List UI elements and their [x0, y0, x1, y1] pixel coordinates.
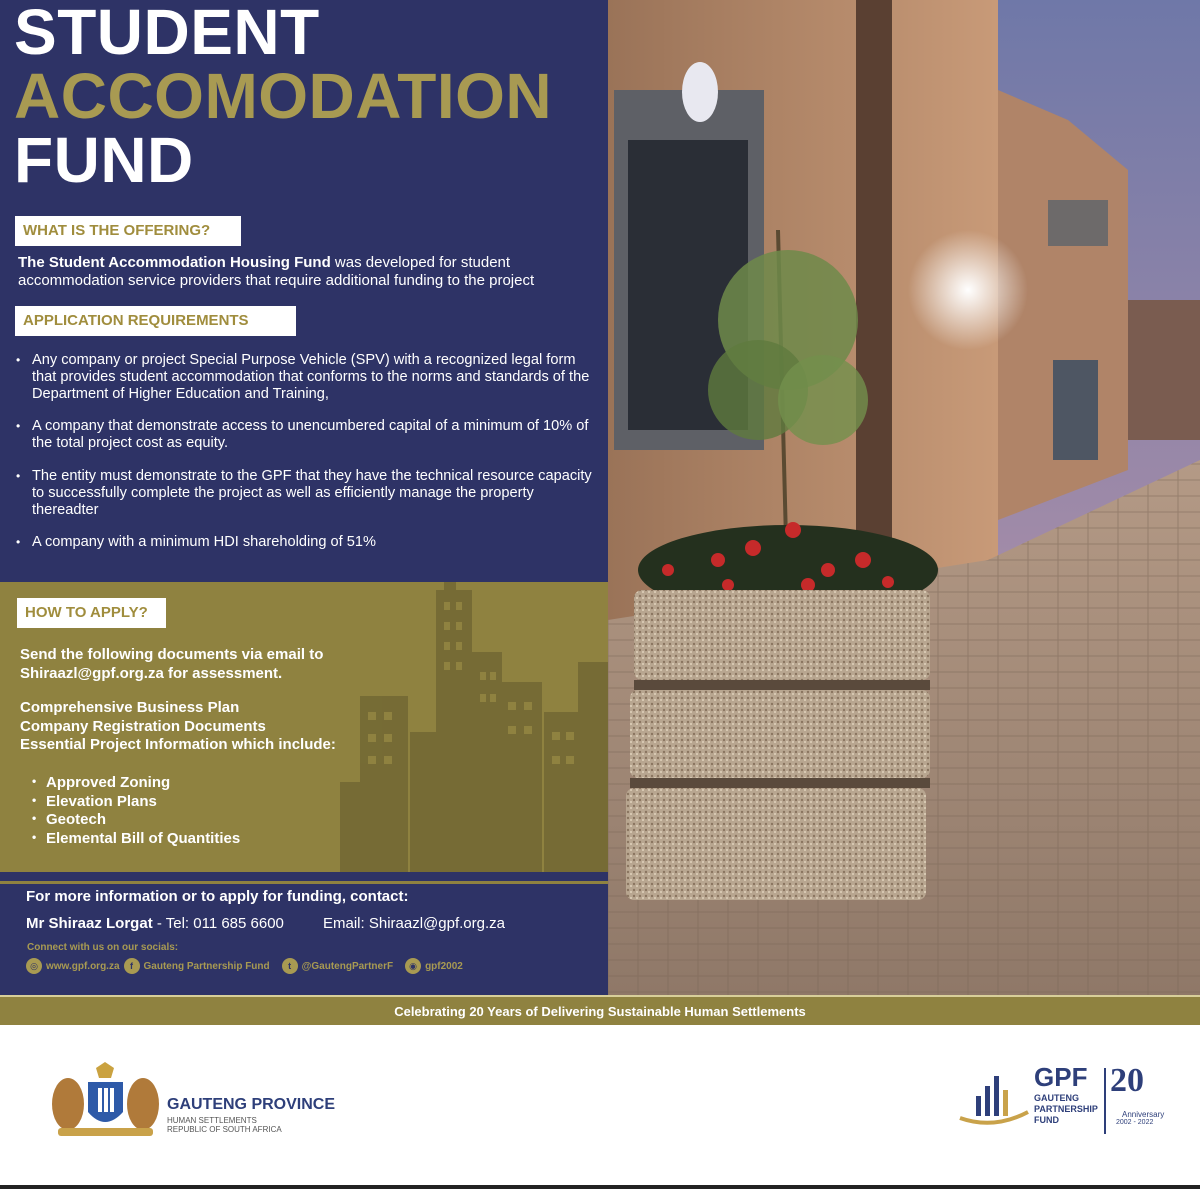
gauteng-sub2: REPUBLIC OF SOUTH AFRICA [167, 1125, 282, 1134]
sub-item: • Elevation Plans [20, 793, 380, 812]
apply-intro-line1: Send the following documents via email to [20, 646, 324, 663]
website-link[interactable]: www.gpf.org.za [46, 960, 120, 972]
offering-line2: accommodation service providers that require additional funding to the project [18, 272, 535, 289]
gpf-abbr: GPF [1034, 1062, 1088, 1092]
requirement-item: • Any company or project Special Purpose Vehicle (SPV) with a recognized legal form that provides student accommodation that conforms to the norms and standards of the Department of Higher Education and Training, [14, 352, 594, 402]
document-item: Comprehensive Business Plan [20, 699, 240, 717]
document-item: Company Registration Documents [20, 717, 266, 735]
offering-bold: The Student Accommodation Housing Fund [18, 254, 331, 271]
contact-email[interactable]: Email: Shiraazl@gpf.org.za [323, 915, 505, 932]
offering-line1: was developed for student [330, 254, 511, 271]
requirement-item: • A company with a minimum HDI shareholding of 51% [14, 534, 594, 551]
divider [0, 881, 608, 884]
gpf-name-line3: FUND [1034, 1115, 1059, 1125]
apply-instructions [20, 646, 380, 848]
page-title [14, 0, 553, 196]
facebook-icon: f [124, 958, 140, 974]
contact-name: Mr Shiraaz Lorgat [26, 915, 153, 932]
contact-heading: For more information or to apply for funding, contact: [26, 888, 409, 905]
gauteng-province-name: GAUTENG PROVINCE [167, 1096, 336, 1113]
sub-item: • Geotech [20, 811, 380, 830]
offering-text [18, 254, 598, 290]
offering-heading: WHAT IS THE OFFERING? [15, 216, 241, 246]
title-line-1: STUDENT [14, 0, 320, 68]
document-item: Essential Project Information which include: [20, 736, 336, 754]
gpf-divider [1104, 1068, 1106, 1134]
sub-item: • Approved Zoning [20, 774, 380, 793]
anniversary-years: 2002 - 2022 [1116, 1119, 1154, 1126]
requirements-list [14, 352, 594, 567]
gauteng-sub1: HUMAN SETTLEMENTS [167, 1116, 257, 1125]
city-skyline-icon [340, 582, 608, 872]
requirement-item: • The entity must demonstrate to the GPF that they have the technical resource capacity to successfully complete the project as well as efficiently manage the property thereadter [14, 468, 594, 518]
anniversary-number: 20 [1110, 1062, 1144, 1099]
bottom-edge [0, 1185, 1200, 1189]
apply-heading: HOW TO APPLY? [17, 598, 166, 628]
requirement-item: • A company that demonstrate access to unencumbered capital of a minimum of 10% of the total project cost as equity. [14, 418, 594, 452]
coat-of-arms-icon [48, 1062, 163, 1140]
instagram-link[interactable]: gpf2002 [425, 960, 463, 972]
socials-row [26, 958, 463, 974]
facebook-link[interactable]: Gauteng Partnership Fund [143, 960, 270, 972]
contact-line [26, 915, 284, 932]
documents-list [20, 699, 380, 848]
socials-heading: Connect with us on our socials: [27, 942, 179, 953]
gpf-bars-icon [958, 1072, 1030, 1130]
twitter-link[interactable]: @GautengPartnerF [301, 960, 394, 972]
sub-item: • Elemental Bill of Quantities [20, 830, 380, 849]
instagram-icon: ◉ [405, 958, 421, 974]
title-line-3: FUND [14, 124, 194, 196]
apply-email-line: Shiraazl@gpf.org.za for assessment. [20, 664, 283, 682]
globe-icon: ◎ [26, 958, 42, 974]
anniversary-label: Anniversary [1122, 1110, 1165, 1119]
building-photo [608, 0, 1200, 995]
info-panel [0, 0, 608, 995]
gpf-name-line2: PARTNERSHIP [1034, 1104, 1098, 1114]
requirements-heading: APPLICATION REQUIREMENTS [15, 306, 296, 336]
twitter-icon: t [282, 958, 298, 974]
celebration-banner: Celebrating 20 Years of Delivering Sustainable Human Settlements [0, 995, 1200, 1025]
title-line-2: ACCOMODATION [14, 60, 553, 132]
contact-tel: - Tel: 011 685 6600 [152, 915, 284, 932]
gpf-name-line1: GAUTENG [1034, 1093, 1079, 1103]
